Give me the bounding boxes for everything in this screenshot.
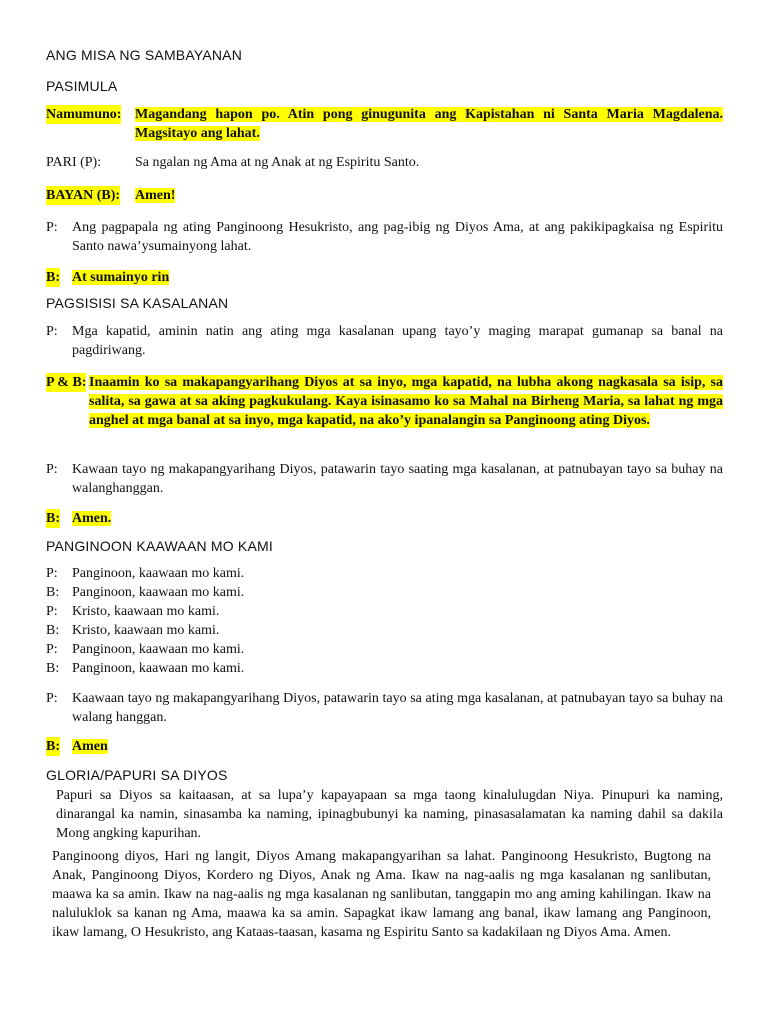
document-title: ANG MISA NG SAMBAYANAN <box>46 47 243 63</box>
line-text: Amen. <box>72 511 112 526</box>
line-text: Panginoon, kaawaan mo kami. <box>72 585 245 600</box>
speaker-label: P: <box>46 604 58 619</box>
speaker-label: BAYAN (B): <box>46 188 121 203</box>
gloria-paragraph-1: Papuri sa Diyos sa kaitaasan, at sa lupa’y kapayapaan sa mga taong kinalulugdan Niya. Pinupuri ka naming, dinarangal ka namin, sinasamba ka naming, ipinagbubunyi ka naming, pinasasalamatan ka naming dahil sa dakila Mong angking kapurihan. <box>56 788 723 841</box>
line-p-pagpapala <box>46 218 723 256</box>
speaker-label: P: <box>46 462 58 477</box>
speaker-label: P: <box>46 691 58 706</box>
section-heading-pagsisisi: PAGSISISI SA KASALANAN <box>46 295 229 311</box>
line-pb-inaamin <box>46 373 723 430</box>
speaker-label: B: <box>46 585 60 600</box>
line-text: Kristo, kaawaan mo kami. <box>72 604 220 619</box>
speaker-label: Namumuno: <box>46 107 122 122</box>
line-text: Kaawaan tayo ng makapangyarihang Diyos, patawarin tayo sa ating mga kasalanan, at patnubayan tayo sa buhay na walang hanggan. <box>72 691 723 725</box>
section-heading-gloria: GLORIA/PAPURI SA DIYOS <box>46 767 228 783</box>
line-text: Panginoon, kaawaan mo kami. <box>72 566 245 581</box>
line-text: Ang pagpapala ng ating Panginoong Hesukristo, ang pag-ibig ng Diyos Ama, at ang pakikipagkaisa ng Espiritu Santo nawa’ysumainyong lahat. <box>72 220 723 254</box>
speaker-label: B: <box>46 661 60 676</box>
line-text: At sumainyo rin <box>72 270 170 285</box>
litany-line <box>46 659 723 678</box>
speaker-label: B: <box>46 739 60 754</box>
litany-line <box>46 564 723 583</box>
speaker-label: P & B: <box>46 375 87 390</box>
speaker-label: B: <box>46 623 60 638</box>
litany-line <box>46 602 723 621</box>
speaker-label: B: <box>46 270 60 285</box>
section-heading-kaawaan: PANGINOON KAAWAAN MO KAMI <box>46 538 273 554</box>
line-bayan-intro <box>46 186 723 205</box>
speaker-label: P: <box>46 220 58 235</box>
litany-line <box>46 640 723 659</box>
line-text: Amen! <box>135 188 176 203</box>
line-text: Inaamin ko sa makapangyarihang Diyos at sa inyo, mga kapatid, na lubha akong nagkasala sa isip, sa salita, sa gawa at sa aking pagkukulang. Kaya isinasamo ko sa Mahal na Birheng Maria, sa lahat ng mga anghel at mga banal at sa inyo, mga kapatid, na ako’y ipanalangin sa Panginoong ating Diyos. <box>89 375 723 428</box>
line-text: Amen <box>72 739 108 754</box>
line-text: Kawaan tayo ng makapangyarihang Diyos, patawarin tayo saating mga kasalanan, at patnubayan tayo sa buhay na walanghanggan. <box>72 462 723 496</box>
line-text: Magandang hapon po. Atin pong ginugunita ang Kapistahan ni Santa Maria Magdalena. Magsitayo ang lahat. <box>135 107 723 141</box>
line-p-kaawaan <box>46 689 723 727</box>
litany-line <box>46 621 723 640</box>
speaker-label: P: <box>46 642 58 657</box>
line-text: Mga kapatid, aminin natin ang ating mga kasalanan upang tayo’y maging marapat gumanap sa banal na pagdiriwang. <box>72 324 723 358</box>
line-b-amen-final <box>46 737 723 756</box>
section-heading-pasimula: PASIMULA <box>46 78 118 94</box>
speaker-label: B: <box>46 511 60 526</box>
line-text: Panginoon, kaawaan mo kami. <box>72 642 245 657</box>
line-p-kapatid <box>46 322 723 360</box>
line-text: Kristo, kaawaan mo kami. <box>72 623 220 638</box>
line-pari-intro <box>46 153 723 172</box>
litany-line <box>46 583 723 602</box>
line-b-amen <box>46 509 723 528</box>
speaker-label: P: <box>46 324 58 339</box>
speaker-label: P: <box>46 566 58 581</box>
speaker-label: PARI (P): <box>46 155 102 170</box>
line-text: Sa ngalan ng Ama at ng Anak at ng Espiritu Santo. <box>135 155 420 170</box>
line-p-kawaan <box>46 460 723 498</box>
line-namumuno <box>46 105 723 143</box>
gloria-paragraph-2: Panginoong diyos, Hari ng langit, Diyos Amang makapangyarihan sa lahat. Panginoong Hesukristo, Bugtong na Anak, Panginoong Diyos, Kordero ng Diyos, Anak ng Ama. Ikaw na nag-aalis ng mga kasalanan ng sanlibutan, maawa ka sa amin. Ikaw na nag-aalis ng mga kasalanan ng sanlibutan, tanggapin mo ang aming kahilingan. Ikaw na naluluklok sa kanan ng Ama, maawa ka sa amin. Sapagkat ikaw lamang ang banal, ikaw lamang ang Panginoon, ikaw lamang, O Hesukristo, ang Kataas-taasan, kasama ng Espiritu Santo sa kadakilaan ng Diyos Ama. Amen. <box>52 849 711 940</box>
line-text: Panginoon, kaawaan mo kami. <box>72 661 245 676</box>
line-b-sumainyo <box>46 268 723 287</box>
